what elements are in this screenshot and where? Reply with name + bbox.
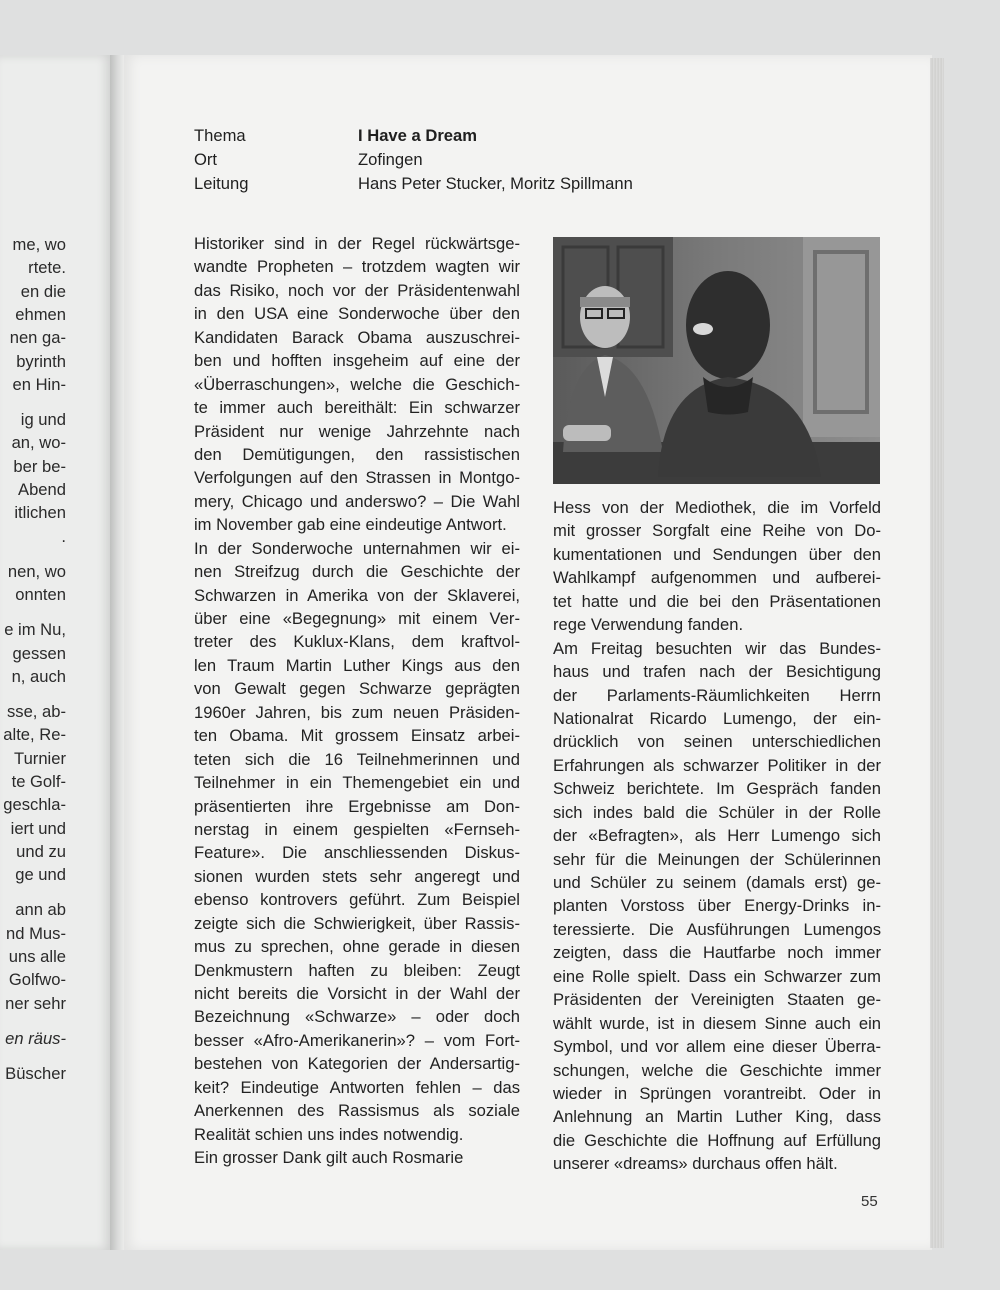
text-line: besser «Afro-Amerikanerin»? – vom Fort- [194,1030,520,1050]
text-line: nerstag in einem gespielten «Fernseh- [194,819,520,839]
left-page-line: onnten [15,585,66,605]
left-page-line: Abend [18,480,66,500]
text-line: die Geschichte die Hoffnung auf Erfüllung [553,1130,881,1150]
text-line: den Demütigungen, den rassistischen [194,444,520,464]
meta-place-value: Zofingen [358,150,423,169]
text-line: Schweiz berichtete. Im Gespräch fanden [553,779,881,799]
left-page-line [0,548,66,560]
text-line: teten sich die 16 Teilnehmerinnen und [194,749,520,769]
page-edge [930,58,944,1248]
left-page-line: alte, Re- [3,725,66,745]
left-page-line: te Golf- [11,771,66,791]
left-page-line: nd Mus- [6,923,66,943]
text-line: Ein grosser Dank gilt auch Rosmarie [194,1148,464,1168]
text-line: Wahlkampf aufgenommen und aufberei- [553,568,881,588]
text-line: «Überraschungen», welche die Geschich- [194,374,520,394]
text-line: Erfahrungen als schwarzer Politiker in der [553,755,881,775]
text-line: drücklich von seinen unterschiedlichen [553,732,881,752]
left-page-line: ber be- [13,456,66,476]
text-line: teressierte. Die Ausführungen Lumengos [553,919,881,939]
text-line: Symbol, und vor allem eine dieser Überra- [553,1037,881,1057]
left-page-line [0,1015,66,1027]
left-page-line: uns alle [8,947,66,967]
left-page-line: nen ga- [9,328,66,348]
text-line: Teilnehmer in ein Themengebiet ein und [194,773,520,793]
text-line: von Gewalt gegen Schwarze geprägten [194,679,520,699]
left-page-line: iert und [10,818,66,838]
text-line: ebenso kontrovers geführt. Zum Beispiel [194,890,520,910]
text-line: und Schüler zu seinem (damals erst) ge- [553,873,881,892]
text-line: Kandidaten Barack Obama auszuschrei- [194,327,520,347]
text-line: eine Rolle spielt. Dass ein Schwarzer zum [553,966,881,986]
left-page-line: rtete. [28,258,66,278]
left-page-line: gessen [12,643,66,663]
left-page-line: und zu [16,842,66,861]
text-line: mus zu sprechen, ohne gerade in diesen [194,937,520,957]
text-line: bestehen von Kategorien der Andersartig- [194,1054,520,1074]
text-line: wandte Propheten – trotzdem wagten wir [194,257,520,277]
body-column-right [553,496,881,1176]
meta-place-label: Ort [194,150,218,169]
meta-lead-label: Leitung [194,174,249,193]
text-line: kumentationen und Sendungen über den [553,544,881,564]
left-page-line: Golfwo- [8,970,66,990]
text-line: Bezeichnung «Schwarze» – oder doch [194,1007,520,1027]
meta-topic-label: Thema [194,126,246,145]
text-line: der Parlaments-Räumlichkeiten Herrn [553,685,881,705]
text-line: wählt wurde, ist in diesem Sinne auch ein [553,1013,881,1033]
text-line: nen Streifzug durch die Geschichte der [194,562,520,582]
text-line: mit grosser Sorgfalt eine Reihe von Do- [553,521,881,541]
body-column-left [194,232,520,1170]
left-page-text [0,233,66,1085]
text-line: unserer «dreams» durchaus offen hält. [553,1154,838,1174]
left-page-line: en räus- [5,1028,66,1048]
left-page-line: sse, ab- [6,701,66,721]
text-line: über eine «Begegnung» mit einem Ver- [194,609,520,628]
text-line: in den USA eine Sonderwoche über den [194,304,520,324]
text-line: treter des Kuklux-Klans, dem kraftvol- [194,632,520,652]
photo-illustration [553,237,880,484]
text-line: Realität schien uns indes notwendig. [194,1124,464,1144]
left-page-line: ig und [20,410,66,430]
article-photo [553,237,880,484]
text-line: Hess von der Mediothek, die im Vorfeld [553,498,881,517]
left-page-line: Büscher [5,1063,66,1083]
left-page-line: en Hin- [12,375,66,395]
left-page-line: ehmen [15,305,66,325]
text-line: Präsidenten der Vereinigten Staaten ge- [553,990,881,1010]
left-page-line: ner sehr [5,993,66,1013]
left-page-line: itlichen [14,503,66,523]
text-line: der «Befragten», als Herr Lumengo sich [553,826,881,846]
text-line: tet hatte und die bei den Präsentationen [553,591,881,611]
text-line: sehr für die Meinungen der Schülerinnen [553,849,881,869]
text-line: mery, Chicago und anderswo? – Die Wahl [194,491,520,511]
text-line: Feature». Die anschliessenden Diskus- [194,843,520,863]
text-line: te immer auch bereithält: Ein schwarzer [194,398,520,418]
left-page-line [0,1050,66,1062]
left-page-line: Turnier [14,748,66,768]
left-page-line [0,396,66,408]
text-line: nicht bereits die Vorsicht in der Wahl der [194,984,520,1003]
left-page-line: ann ab [15,900,66,920]
text-line: das Risiko, noch vor der Präsidentenwahl [194,280,520,300]
text-line: zeigte sich die Schwierigkeit, über Rassis- [194,913,520,933]
article-title: I Have a Dream [358,126,477,145]
left-page-line: . [61,526,66,546]
text-line: ben und hofften insgeheim auf eine der [194,351,520,371]
text-line: In der Sonderwoche unternahmen wir ei- [194,538,520,558]
text-line: schungen, welche die Geschichte immer [553,1060,881,1080]
left-page-line [0,887,66,899]
text-line: Schwarzen in Amerika von der Sklaverei, [194,585,520,605]
text-line: präsentierten ihre Ergebnisse am Don- [194,796,520,816]
text-line: len Traum Martin Luther Kings aus den [194,655,520,675]
text-line: Präsident nur wenige Jahrzehnte nach [194,421,520,441]
left-page-line: n, auch [11,666,66,686]
text-line: sich indes bald die Schüler in der Rolle [553,802,881,822]
text-line: zeigten, dass die Hautfarbe noch immer [553,943,881,963]
text-line: Am Freitag besuchten wir das Bundes- [553,638,881,658]
left-page-line: e im Nu, [4,620,66,640]
left-page-line: en die [20,281,66,301]
left-page-line: an, wo- [11,433,66,453]
text-line: planten Vorstoss über Energy-Drinks in- [553,896,881,916]
text-line: Verfolgungen auf den Strassen in Montgo- [194,468,520,488]
left-page [0,55,112,1250]
meta-lead-value: Hans Peter Stucker, Moritz Spillmann [358,174,633,193]
text-line: wieder in Sprüngen vorantreibt. Oder in [553,1083,881,1103]
text-line: Anlehnung an Martin Luther King, dass [553,1107,881,1127]
text-line: im November gab eine eindeutige Antwort. [194,515,507,535]
text-line: keit? Eindeutige Antworten fehlen – das [194,1077,520,1097]
text-line: ten Obama. Mit grossem Einsatz arbei- [194,726,520,746]
text-line: rege Verwendung fanden. [553,615,744,635]
left-page-line [0,688,66,700]
text-line: sionen wurden stets sehr angeregt und [194,866,520,886]
text-line: haus und trafen nach der Besichtigung [553,662,881,682]
left-page-line: ge und [15,865,66,885]
text-line: Anerkennen des Rassismus als soziale [194,1101,520,1121]
left-page-line: me, wo [12,235,66,254]
text-line: Historiker sind in der Regel rückwärtsge- [194,234,520,253]
text-line: 1960er Jahren, bis zum neuen Präsiden- [194,702,520,722]
left-page-line: nen, wo [7,561,66,581]
left-page-line [0,607,66,619]
left-page-line: geschla- [3,795,66,815]
text-line: Denkmustern haften zu bleiben: Zeugt [194,960,520,980]
page-number: 55 [861,1193,878,1210]
text-line: Nationalrat Ricardo Lumengo, der ein- [553,708,881,728]
left-page-line: byrinth [16,351,66,371]
